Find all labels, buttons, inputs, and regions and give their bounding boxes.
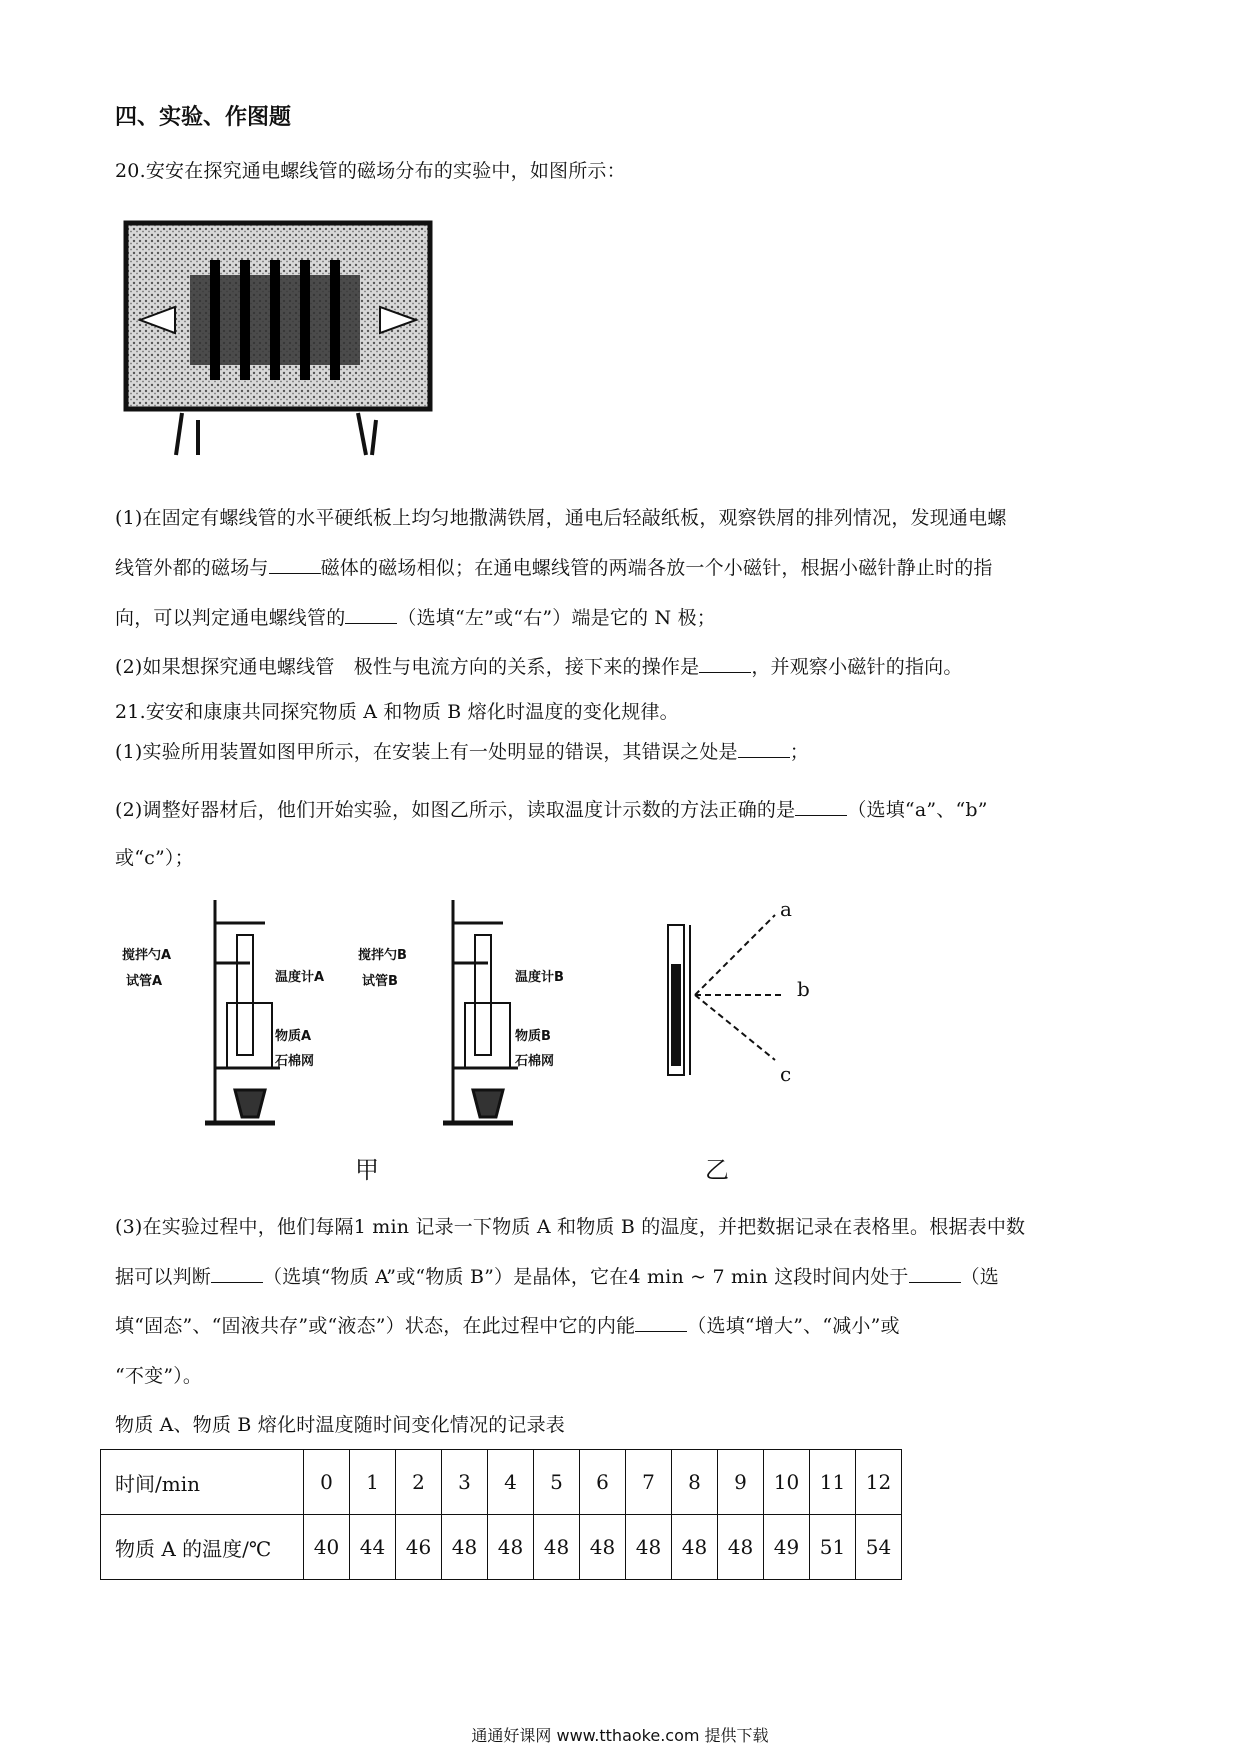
q21-p3-line4: “不变”）。 (115, 1365, 203, 1387)
table-row (101, 1450, 902, 1515)
q21-p2-line1: (2)调整好器材后，他们开始实验，如图乙所示，读取温度计示数的方法正确的是 （选填“a”、“b” (115, 799, 988, 821)
eye-label-c: c (780, 1062, 792, 1086)
label-stir-a: 搅拌勺A (122, 948, 172, 963)
q20-p1-line2: 线管外都的磁场与 磁体的磁场相似；在通电螺线管的两端各放一个小磁针，根据小磁针静止时的指 (115, 557, 993, 579)
table-row (101, 1515, 902, 1580)
table-cell: 7 (626, 1450, 672, 1515)
section-title: 四、实验、作图题 (115, 105, 292, 130)
table-cell: 40 (304, 1515, 350, 1580)
row-header: 时间/min (101, 1450, 304, 1515)
q20-p2: (2)如果想探究通电螺线管 极性与电流方向的关系，接下来的操作是 ，并观察小磁针的指向。 (115, 656, 963, 678)
row-header: 物质 A 的温度/℃ (101, 1515, 304, 1580)
answer-blank (635, 1315, 687, 1332)
q20-stem: 20.安安在探究通电螺线管的磁场分布的实验中，如图所示： (115, 160, 626, 182)
q21-p2-line2: 或“c”）； (115, 847, 194, 869)
answer-blank (738, 741, 790, 758)
solenoid-figure (120, 215, 440, 465)
table-cell: 2 (396, 1450, 442, 1515)
apparatus-a (205, 900, 280, 1123)
table-cell: 48 (626, 1515, 672, 1580)
table-cell: 48 (718, 1515, 764, 1580)
caption-jia: 甲 (355, 1156, 379, 1184)
table-cell: 6 (580, 1450, 626, 1515)
table-cell: 5 (534, 1450, 580, 1515)
table-cell: 10 (764, 1450, 810, 1515)
table-cell: 8 (672, 1450, 718, 1515)
table-cell: 1 (350, 1450, 396, 1515)
table-cell: 3 (442, 1450, 488, 1515)
q21-stem: 21.安安和康康共同探究物质 A 和物质 B 熔化时温度的变化规律。 (115, 701, 679, 723)
answer-blank (345, 607, 397, 624)
label-net-a: 石棉网 (275, 1054, 315, 1069)
table-cell: 0 (304, 1450, 350, 1515)
q21-p3-line1: (3)在实验过程中，他们每隔1 min 记录一下物质 A 和物质 B 的温度，并把数据记录在表格里。根据表中数 (115, 1216, 1026, 1238)
q21-p3-line3: 填“固态”、“固液共存”或“液态”）状态，在此过程中它的内能 （选填“增大”、“减小”或 (115, 1315, 900, 1337)
table-cell: 48 (672, 1515, 718, 1580)
label-therm-b: 温度计B (515, 970, 564, 985)
table-cell: 48 (580, 1515, 626, 1580)
record-table (100, 1449, 902, 1580)
label-tube-b: 试管B (362, 974, 398, 989)
table-cell: 11 (810, 1450, 856, 1515)
answer-blank (909, 1266, 961, 1283)
label-sub-a: 物质A (275, 1029, 312, 1044)
answer-blank (795, 799, 847, 816)
answer-blank (699, 656, 751, 673)
label-net-b: 石棉网 (515, 1054, 555, 1069)
thermometer-reading (668, 915, 785, 1075)
label-tube-a: 试管A (126, 974, 163, 989)
apparatus-b (443, 900, 518, 1123)
table-cell: 48 (488, 1515, 534, 1580)
table-cell: 46 (396, 1515, 442, 1580)
q20-p1-line1: (1)在固定有螺线管的水平硬纸板上均匀地撒满铁屑，通电后轻敲纸板，观察铁屑的排列情况，发现通电螺 (115, 507, 1007, 529)
page-footer: 通通好课网 www.tthaoke.com 提供下载 (471, 1726, 769, 1745)
table-cell: 9 (718, 1450, 764, 1515)
label-sub-b: 物质B (515, 1029, 551, 1044)
eye-label-a: a (780, 897, 792, 921)
eye-label-b: b (797, 977, 810, 1001)
caption-yi: 乙 (705, 1156, 729, 1184)
label-stir-b: 搅拌勺B (358, 948, 407, 963)
table-cell: 48 (442, 1515, 488, 1580)
answer-blank (269, 557, 321, 574)
table-cell: 44 (350, 1515, 396, 1580)
q20-p1-line3: 向，可以判定通电螺线管的 （选填“左”或“右”）端是它的 N 极； (115, 607, 716, 629)
table-cell: 48 (534, 1515, 580, 1580)
table-cell: 54 (856, 1515, 902, 1580)
table-cell: 12 (856, 1450, 902, 1515)
q21-p3-line2: 据可以判断 （选填“物质 A”或“物质 B”）是晶体，它在4 min ~ 7 min 这段时间内处于 （选 (115, 1266, 1000, 1288)
label-therm-a: 温度计A (275, 970, 325, 985)
table-cell: 49 (764, 1515, 810, 1580)
table-cell: 51 (810, 1515, 856, 1580)
table-caption: 物质 A、物质 B 熔化时温度随时间变化情况的记录表 (115, 1414, 566, 1436)
answer-blank (211, 1266, 263, 1283)
q21-p1: (1)实验所用装置如图甲所示，在安装上有一处明显的错误，其错误之处是 ； (115, 741, 809, 763)
table-cell: 4 (488, 1450, 534, 1515)
